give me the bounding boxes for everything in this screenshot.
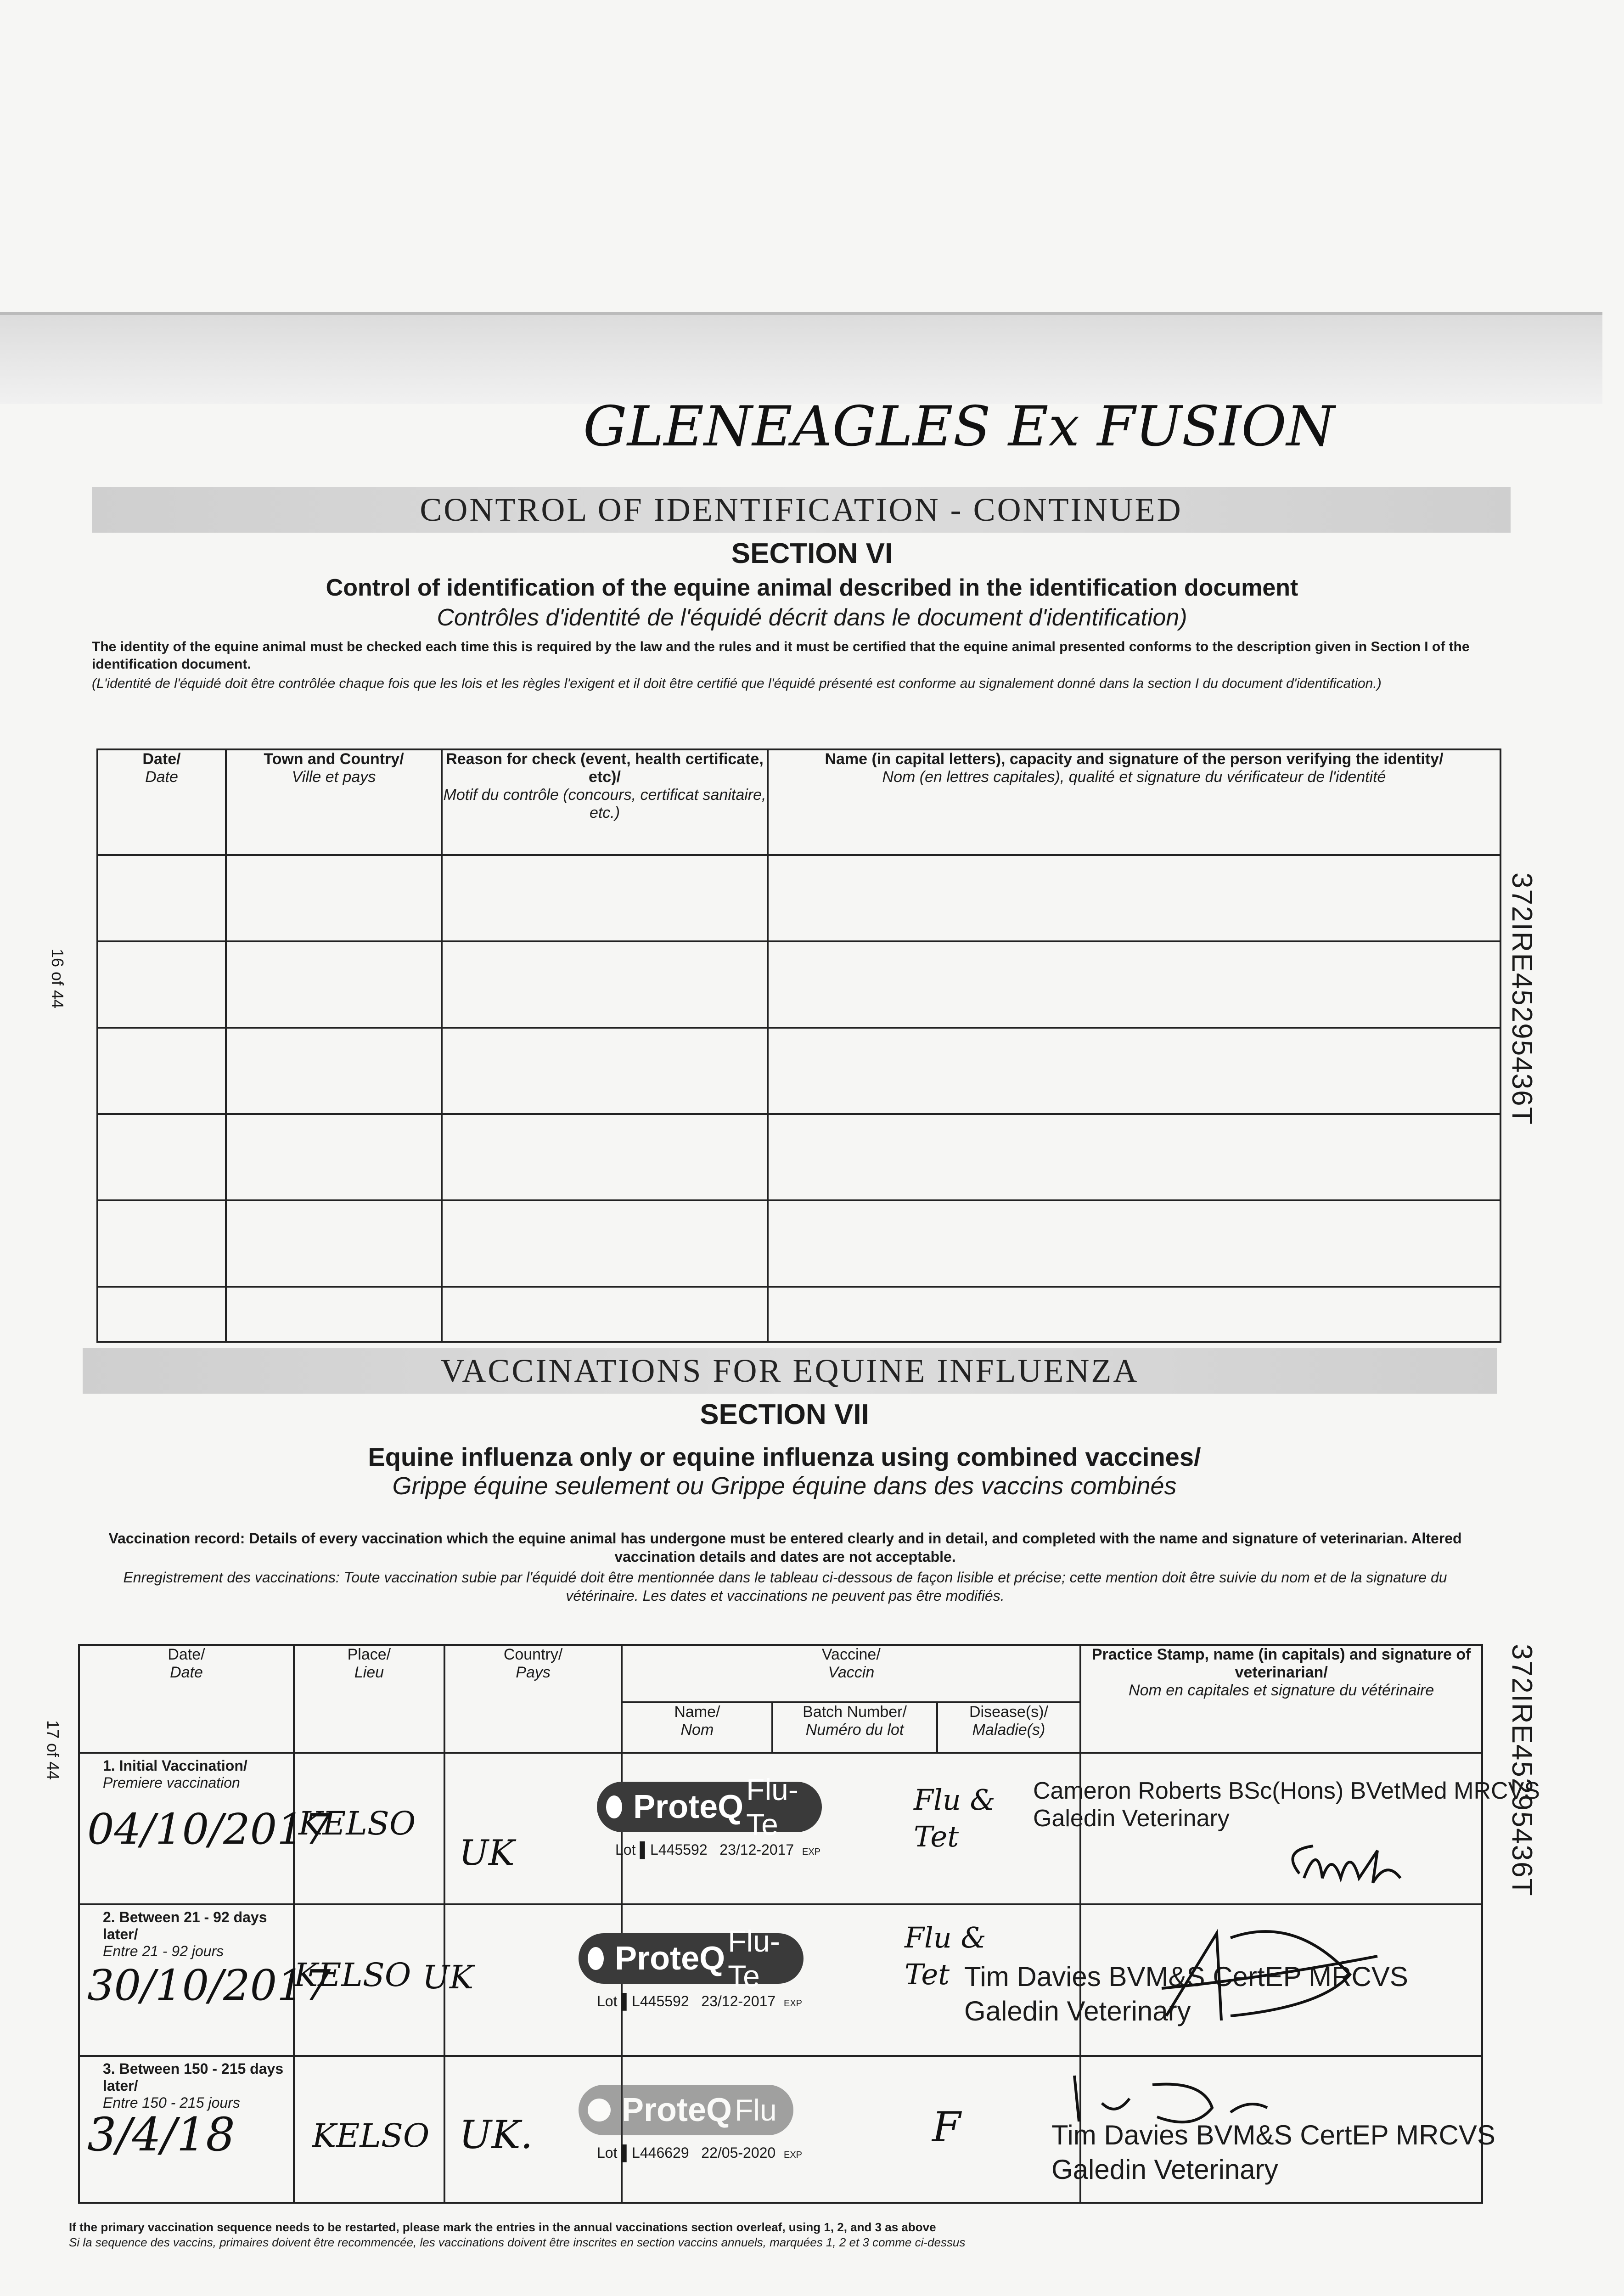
identification-check-table: [96, 748, 1501, 1343]
row3-place: KELSO: [312, 2117, 430, 2155]
logo-dot-icon: [588, 1947, 604, 1970]
section6-note-fr: (L'identité de l'équidé doit être contrôlée chaque fois que les lois et les règles l'exigent et il doit être certifié que l'équidé présenté est conforme au signalement donné dans la section I du document d'identification.): [92, 676, 1382, 691]
row3-disease: F: [932, 2103, 961, 2151]
footer-note-en: If the primary vaccination sequence needs to be restarted, please mark the entries in the annual vaccinations section overleaf, using 1, 2, and 3 as above: [69, 2220, 936, 2234]
row1-lot: Lot ▌L445592 23/12-2017 EXP: [615, 1841, 821, 1858]
page-number-16: 16 of 44: [48, 948, 67, 1009]
row1-country: UK: [459, 1832, 515, 1873]
row1-disease: Flu & Tet: [914, 1783, 995, 1853]
col-batch: Batch Number/ Numéro du lot: [772, 1702, 937, 1753]
section6-subtitle-en: Control of identification of the equine animal described in the identification document: [326, 574, 1298, 601]
col-country: Country/ Pays: [444, 1645, 622, 1753]
id-number-upper: 372IRE4529543​6T: [1506, 872, 1538, 1125]
row2-vet-name: Tim Davies BVM&S CertEP MRCVS: [964, 1961, 1408, 1992]
section7-banner: [83, 1348, 1497, 1394]
id-number-lower: 372IRE4529543​6T: [1506, 1644, 1538, 1897]
row3-lot: Lot ▌L446629 22/05-2020 EXP: [597, 2144, 803, 2161]
col-vaccine: Vaccine/ Vaccin: [622, 1645, 1080, 1702]
col-place: Place/ Lieu: [294, 1645, 444, 1753]
row1-vaccine-label: [597, 1773, 822, 1878]
section7-subtitle-fr: Grippe équine seulement ou Grippe équine dans des vaccins combinés: [392, 1472, 1177, 1500]
col-date: Date/ Date: [79, 1645, 294, 1753]
handwritten-horse-name: GLENEAGLES Ex FUSION: [583, 395, 1335, 459]
table-row: [97, 941, 1500, 1028]
section7-note-en: Vaccination record: Details of every vaccination which the equine animal has undergone must be entered clearly and in detail, and completed with the name and signature of veterinarian. Altered vaccination details and dates are not acceptable.: [108, 1530, 1462, 1565]
table-row: [97, 1028, 1500, 1114]
section6-banner-text: CONTROL OF IDENTIFICATION - CONTINUED: [420, 491, 1183, 528]
proteq-logo: ProteQ Flu-Te: [597, 1782, 822, 1832]
col-town-country: Town and Country/ Ville et pays: [226, 749, 442, 855]
table-row: [97, 1114, 1500, 1200]
row2-vet-practice: Galedin Veterinary: [964, 1996, 1191, 2026]
row3-batch: [579, 2085, 804, 2181]
row2-signature: [1148, 1906, 1405, 2034]
col-date: Date/ Date: [97, 749, 226, 855]
row3-vet-name: Tim Davies BVM&S CertEP MRCVS: [1051, 2120, 1495, 2150]
proteq-logo: ProteQ Flu: [579, 2085, 793, 2135]
row2-country: UK: [422, 1958, 474, 1996]
row1-vet-name: Cameron Roberts BSc(Hons) BVetMed MRCVS: [1033, 1778, 1540, 1804]
row3-vet-practice: Galedin Veterinary: [1051, 2154, 1278, 2185]
row2-vaccine-label: [579, 1924, 804, 2030]
row3-date: 3/4/18: [87, 2108, 235, 2161]
row1-date: 04/10/2017: [87, 1805, 331, 1854]
proteq-logo: ProteQ Flu-Te: [579, 1933, 804, 1984]
table-row: 1. Initial Vaccination/ Premiere vaccination: [79, 1753, 1482, 1904]
section6-banner: [92, 487, 1511, 533]
row2-lot: Lot ▌L445592 23/12-2017 EXP: [597, 1993, 803, 2009]
page-number-17: 17 of 44: [44, 1720, 63, 1780]
section7-subtitle-en: Equine influenza only or equine influenza using combined vaccines/: [368, 1442, 1201, 1471]
table-row: [97, 855, 1500, 941]
section6-subtitle-fr: Contrôles d'identité de l'équidé décrit dans le document d'identification): [437, 604, 1187, 631]
section6-note-en: The identity of the equine animal must be checked each time this is required by the law and the rules and it must be certified that the equine animal presented conforms to the description given in Section I of the identification document.: [92, 639, 1470, 672]
row3-country: UK.: [459, 2112, 533, 2157]
section7-note-fr: Enregistrement des vaccinations: Toute vaccination subie par l'équidé doit être mentionnée dans le tableau ci-dessous de façon lisible et précise; cette mention doit être suivie du nom et de la signature du vétérinaire. Les dates et vaccinations ne peuvent pas être modifiés.: [123, 1569, 1447, 1604]
col-vaccine-name: Name/ Nom: [622, 1702, 772, 1753]
row1-vet-practice: Galedin Veterinary: [1033, 1805, 1230, 1832]
table-row: [97, 1287, 1500, 1342]
table-row: [97, 1200, 1500, 1287]
row2-date: 30/10/2017: [87, 1961, 331, 2010]
row1-place: KELSO: [298, 1805, 416, 1842]
row1-signature: [1272, 1832, 1455, 1896]
section7-title: SECTION VII: [700, 1399, 869, 1430]
col-disease: Disease(s)/ Maladie(s): [937, 1702, 1081, 1753]
section7-banner-text: VACCINATIONS FOR EQUINE INFLUENZA: [440, 1352, 1139, 1389]
table-row: 2. Between 21 - 92 days later/ Entre 21 - 92 jours: [79, 1904, 1482, 2056]
table-row: 3. Between 150 - 215 days later/ Entre 150 - 215 jours: [79, 2056, 1482, 2203]
col-verifier: Name (in capital letters), capacity and signature of the person verifying the identity/ Nom (en lettres capitales), qualité et signature du vérificateur de l'identité: [768, 749, 1500, 855]
row2-place: KELSO: [294, 1956, 411, 1994]
scan-fold-band: [0, 312, 1602, 404]
logo-dot-icon: [606, 1795, 622, 1818]
col-reason: Reason for check (event, health certificate, etc)/ Motif du contrôle (concours, certificat sanitaire, etc.): [442, 749, 768, 855]
col-stamp: Practice Stamp, name (in capitals) and signature of veterinarian/ Nom en capitales et signature du vétérinaire: [1080, 1645, 1482, 1753]
section6-title: SECTION VI: [731, 538, 893, 569]
footer-note-fr: Si la sequence des vaccins, primaires doivent être recommencée, les vaccinations doivent être inscrites en section vaccins annuels, marquées 1, 2 et 3 comme ci-dessus: [69, 2235, 966, 2249]
row2-disease: Flu & Tet: [905, 1921, 986, 1991]
